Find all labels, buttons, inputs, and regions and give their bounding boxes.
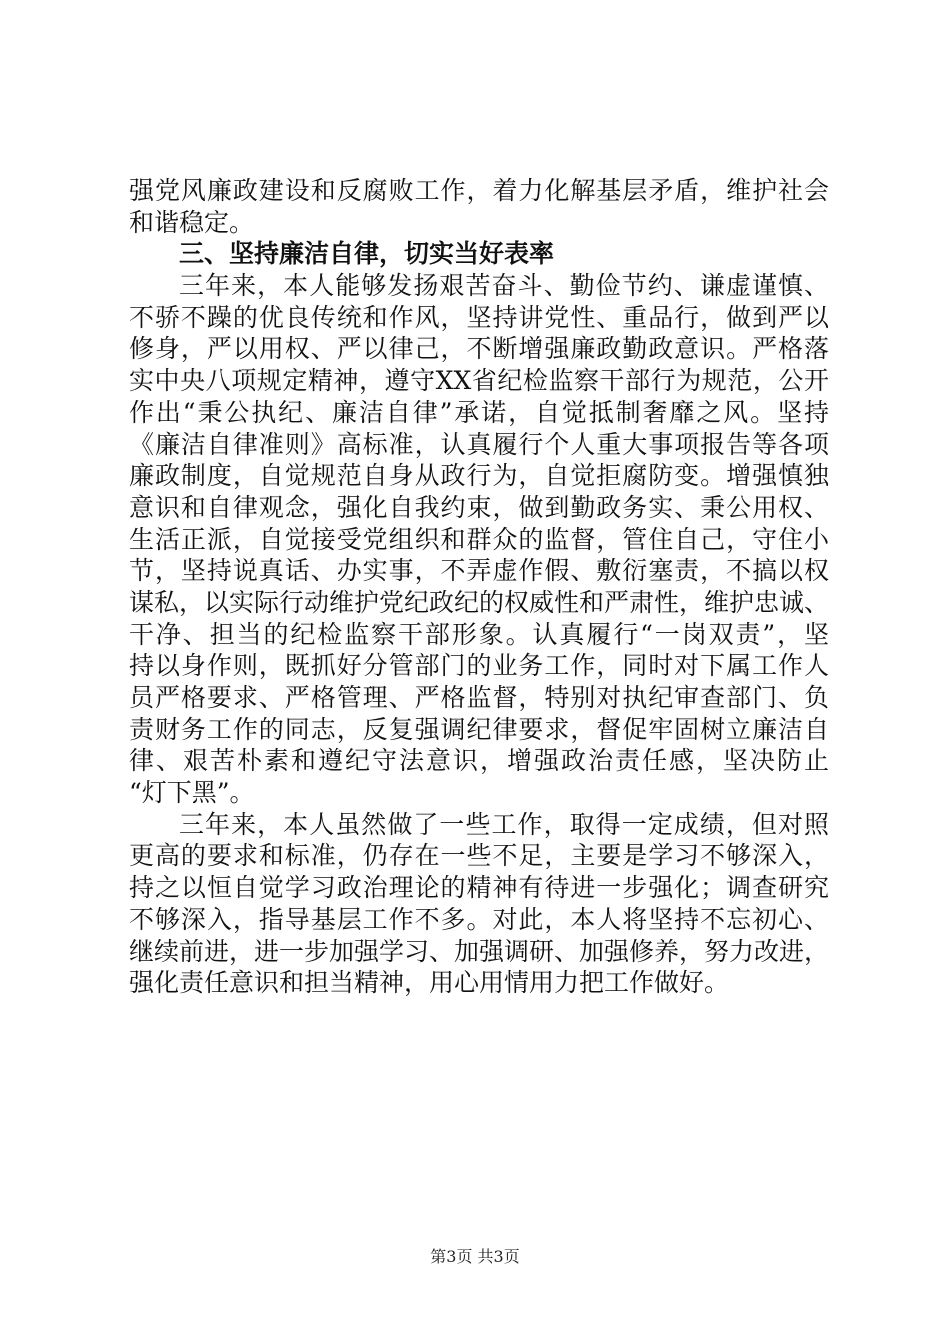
paragraph-line: 谋私，以实际行动维护党纪政纪的权威性和严肃性，维护忠诚、 bbox=[129, 587, 830, 617]
paragraph-line: 三年来，本人能够发扬艰苦奋斗、勤俭节约、谦虚谨慎、 bbox=[179, 271, 829, 301]
paragraph-line: 三年来，本人虽然做了一些工作，取得一定成绩，但对照 bbox=[179, 809, 829, 839]
paragraph-line: 强化责任意识和担当精神，用心用情用力把工作做好。 bbox=[129, 968, 730, 998]
paragraph-line: 干净、担当的纪检监察干部形象。认真履行“一岗双责”，坚 bbox=[129, 619, 829, 649]
section-heading: 三、坚持廉洁自律，切实当好表率 bbox=[179, 239, 555, 269]
paragraph-line: 节，坚持说真话、办实事，不弄虚作假、敷衍塞责，不搞以权 bbox=[129, 556, 829, 586]
paragraph-line: 员严格要求、严格管理、严格监督，特别对执纪审查部门、负 bbox=[129, 683, 829, 712]
paragraph-line: 意识和自律观念，强化自我约束，做到勤政务实、秉公用权、 bbox=[129, 492, 829, 522]
paragraph-line: 修身，严以用权、严以律己，不断增强廉政勤政意识。严格落 bbox=[129, 334, 829, 364]
paragraph-line: 廉政制度，自觉规范自身从政行为，自觉拒腐防变。增强慎独 bbox=[129, 461, 829, 491]
paragraph-line: 不够深入，指导基层工作不多。对此，本人将坚持不忘初心、 bbox=[129, 904, 829, 934]
paragraph-line: 责财务工作的同志，反复强调纪律要求，督促牢固树立廉洁自 bbox=[129, 714, 829, 744]
paragraph-line: 实中央八项规定精神，遵守XX省纪检监察干部行为规范，公开 bbox=[129, 366, 829, 396]
paragraph-line: 持以身作则，既抓好分管部门的业务工作，同时对下属工作人 bbox=[129, 651, 829, 681]
paragraph-line: 生活正派，自觉接受党组织和群众的监督，管住自己，守住小 bbox=[129, 524, 829, 554]
paragraph-line: 《廉洁自律准则》高标准，认真履行个人重大事项报告等各项 bbox=[129, 429, 829, 459]
paragraph-line: 强党风廉政建设和反腐败工作，着力化解基层矛盾，维护社会 bbox=[129, 176, 829, 205]
paragraph-line: 继续前进，进一步加强学习、加强调研、加强修养，努力改进， bbox=[129, 936, 830, 966]
paragraph-line: 作出“秉公执纪、廉洁自律”承诺，自觉抵制奢靡之风。坚持 bbox=[129, 397, 829, 427]
paragraph-line: 更高的要求和标准，仍存在一些不足，主要是学习不够深入， bbox=[129, 841, 829, 871]
paragraph-line: 不骄不躁的优良传统和作风，坚持讲党性、重品行，做到严以 bbox=[129, 302, 829, 332]
paragraph-line: “灯下黑”。 bbox=[129, 778, 255, 808]
paragraph-line: 律、艰苦朴素和遵纪守法意识，增强政治责任感，坚决防止 bbox=[129, 746, 829, 776]
page-footer: 第3页 共3页 bbox=[430, 1247, 520, 1266]
document-body bbox=[129, 175, 829, 999]
paragraph-line: 和谐稳定。 bbox=[129, 207, 255, 237]
paragraph-line: 持之以恒自觉学习政治理论的精神有待进一步强化；调查研究 bbox=[129, 873, 829, 903]
